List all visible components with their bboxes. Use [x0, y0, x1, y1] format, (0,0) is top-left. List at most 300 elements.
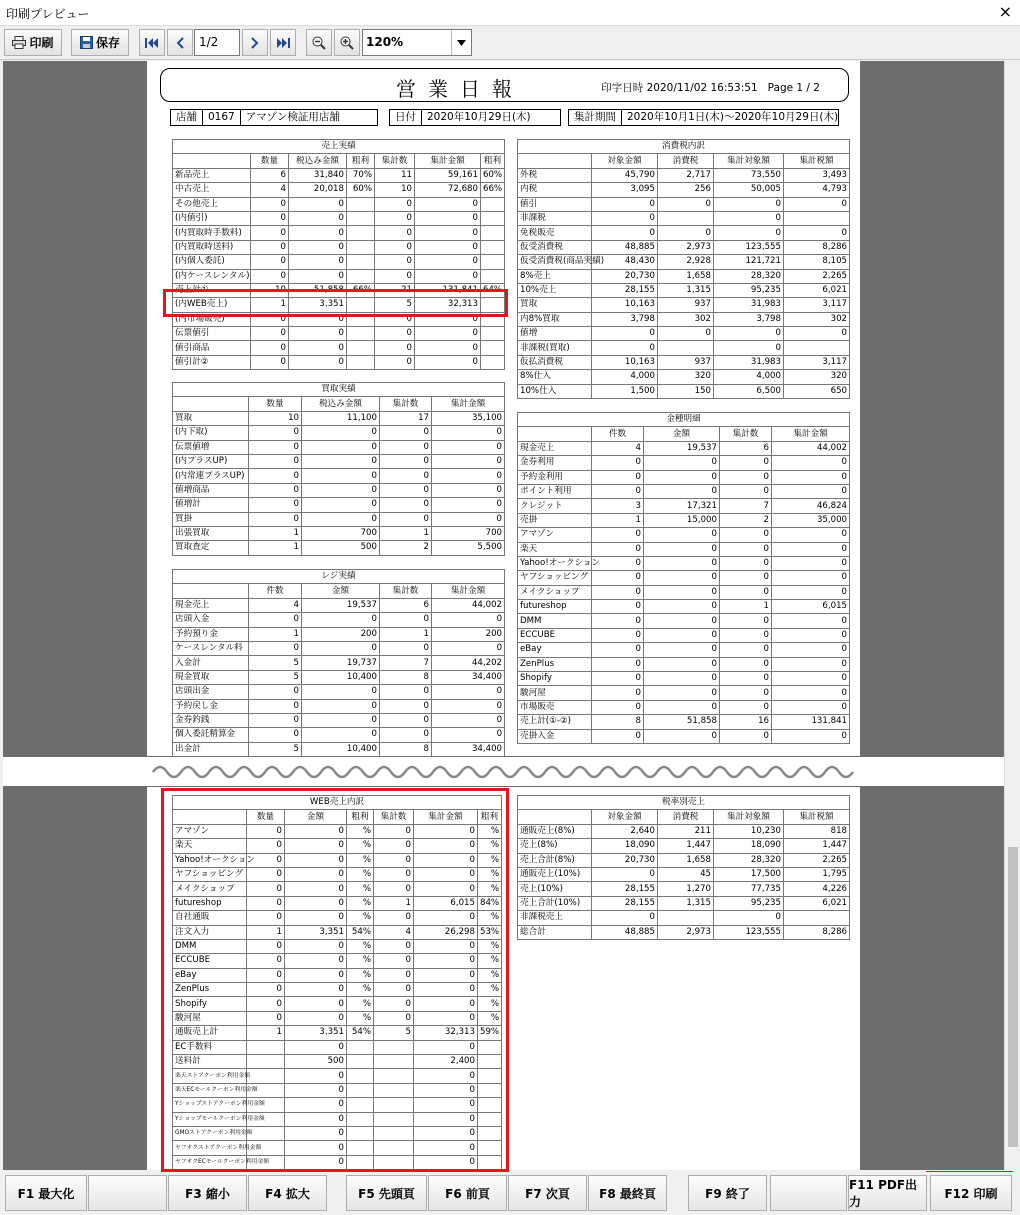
cell	[658, 911, 714, 925]
cell: 0	[414, 867, 478, 881]
cell: 0	[302, 613, 380, 627]
cell: 0	[720, 556, 772, 570]
column-header: 粗利	[347, 154, 375, 168]
cell: 0	[644, 585, 720, 599]
cell: 0	[247, 939, 285, 953]
cell: 0	[658, 197, 714, 211]
cell: 0	[772, 470, 850, 484]
cell: 72,680	[415, 183, 481, 197]
row-label: ポイント利用	[518, 484, 592, 498]
cell: 51,858	[289, 283, 347, 297]
table-header-row	[173, 397, 505, 411]
cell: 0	[380, 469, 432, 483]
cell: 1	[592, 513, 644, 527]
cell: 1	[247, 925, 285, 939]
table-row	[173, 355, 505, 369]
cell: 1	[249, 526, 302, 540]
cell: %	[347, 882, 374, 896]
table-row	[518, 672, 850, 686]
cell: 0	[644, 484, 720, 498]
cell: 0	[302, 699, 380, 713]
row-label: 非課税売上	[518, 911, 592, 925]
column-header: 金額	[644, 427, 720, 441]
cell: 0	[247, 867, 285, 881]
table-row	[173, 627, 505, 641]
row-label: アマゾン	[518, 528, 592, 542]
row-label: 駿河屋	[518, 686, 592, 700]
fkey-1-button[interactable]: F1 最大化	[5, 1175, 87, 1211]
cell: 0	[302, 483, 380, 497]
table-title: 売上実績	[173, 140, 505, 154]
cell: 3,117	[784, 355, 850, 369]
cell: 0	[432, 613, 505, 627]
fkey-blank-button[interactable]	[88, 1175, 167, 1211]
row-label: 駿河屋	[173, 1011, 247, 1025]
cell: 0	[714, 327, 784, 341]
row-label: 売上計(①-②)	[518, 715, 592, 729]
cell: 0	[380, 426, 432, 440]
cell: 34,400	[432, 742, 505, 756]
cell: 2,717	[658, 168, 714, 182]
print-timestamp: 印字日時 2020/11/02 16:53:51 Page 1 / 2	[601, 82, 820, 94]
cell: 0	[415, 197, 481, 211]
cell: 1	[249, 627, 302, 641]
row-label: 10%仕入	[518, 384, 592, 398]
table-row	[173, 742, 505, 756]
fkey-3-button[interactable]: F3 縮小	[168, 1175, 247, 1211]
cell: 0	[592, 528, 644, 542]
cell: 4	[374, 925, 414, 939]
cell: 0	[592, 700, 644, 714]
table-row	[518, 839, 850, 853]
cell: 0	[772, 628, 850, 642]
column-header: 件数	[592, 427, 644, 441]
cell: 0	[414, 1069, 478, 1083]
row-label: 市場販売	[518, 700, 592, 714]
cell: 2,265	[784, 269, 850, 283]
row-label: 金券釣銭	[173, 713, 249, 727]
cash-kinds-table	[517, 412, 850, 744]
cell: 0	[592, 867, 658, 881]
cell: 0	[285, 1098, 347, 1112]
row-label: (内市場販売)	[173, 312, 251, 326]
cell: 0	[375, 312, 415, 326]
fkey-6-button[interactable]: F6 前頁	[428, 1175, 507, 1211]
cell: 0	[247, 882, 285, 896]
cell: 8,105	[784, 255, 850, 269]
cell: 7	[380, 656, 432, 670]
row-label: ECCUBE	[173, 954, 247, 968]
cell: 10,163	[592, 298, 658, 312]
row-label: ヤフショッピング	[173, 867, 247, 881]
cell: 0	[289, 312, 347, 326]
cell: 0	[720, 643, 772, 657]
register-table	[172, 569, 505, 757]
next-page-button[interactable]	[242, 29, 268, 56]
cell: 0	[592, 226, 658, 240]
cell: 60%	[481, 168, 505, 182]
row-label: 送料計	[173, 1055, 247, 1069]
cell: 0	[432, 469, 505, 483]
cell: %	[478, 853, 502, 867]
row-label: 現金売上	[173, 598, 249, 612]
cell: 0	[375, 327, 415, 341]
cell: 0	[772, 657, 850, 671]
report-title: 営業日報	[396, 77, 524, 101]
cell: 121,721	[714, 255, 784, 269]
cell: 123,555	[714, 240, 784, 254]
cell: 0	[592, 600, 644, 614]
cell: 4,226	[784, 882, 850, 896]
row-label: 免税販売	[518, 226, 592, 240]
cell: 0	[592, 614, 644, 628]
row-label: アマゾン	[173, 824, 247, 838]
sales-table	[172, 139, 505, 370]
table-row	[173, 512, 505, 526]
row-label: futureshop	[518, 600, 592, 614]
table-row	[173, 699, 505, 713]
table-row	[518, 853, 850, 867]
table-row	[518, 911, 850, 925]
row-label: 伝票値増	[173, 440, 249, 454]
cell: 31,983	[714, 298, 784, 312]
cell: 0	[380, 728, 432, 742]
fkey-7-button[interactable]: F7 次頁	[508, 1175, 587, 1211]
highlight-web-sales-table	[161, 788, 509, 1172]
cell: 1,270	[658, 882, 714, 896]
column-header: 粗利	[347, 810, 374, 824]
cell: 0	[380, 613, 432, 627]
cell: %	[347, 839, 374, 853]
cell: 0	[644, 614, 720, 628]
cell	[481, 211, 505, 225]
cell: 131,841	[415, 283, 481, 297]
cell: 0	[714, 341, 784, 355]
column-header	[173, 584, 249, 598]
table-row	[173, 240, 505, 254]
row-label: 8%売上	[518, 269, 592, 283]
cell: 0	[302, 454, 380, 468]
row-label: ヤフショッピング	[518, 571, 592, 585]
cell: 32,313	[414, 1026, 478, 1040]
cell: 6	[251, 168, 289, 182]
cell: 5	[375, 298, 415, 312]
cell: 0	[414, 853, 478, 867]
cell: %	[478, 839, 502, 853]
fkey-blank-button[interactable]	[770, 1175, 847, 1211]
table-row	[518, 341, 850, 355]
cell: 1,658	[658, 853, 714, 867]
cell: 0	[374, 997, 414, 1011]
cell: 0	[414, 882, 478, 896]
cell	[658, 341, 714, 355]
cell: 66%	[481, 183, 505, 197]
cell: 0	[249, 512, 302, 526]
cell: 0	[414, 939, 478, 953]
cell: 3,493	[784, 168, 850, 182]
cell: %	[347, 867, 374, 881]
cell: 0	[251, 327, 289, 341]
row-label: 買取査定	[173, 541, 249, 555]
cell: 150	[658, 384, 714, 398]
row-label: 通販売上計	[173, 1026, 247, 1040]
table-row	[173, 483, 505, 497]
cell: 0	[285, 968, 347, 982]
row-label: 自社通販	[173, 911, 247, 925]
row-label: DMM	[173, 939, 247, 953]
table-row	[518, 700, 850, 714]
table-title: 税率別売上	[518, 796, 850, 810]
row-label: 注文入力	[173, 925, 247, 939]
row-label: 非課税	[518, 211, 592, 225]
cell: 0	[720, 542, 772, 556]
cell: 0	[432, 685, 505, 699]
cell: 0	[285, 997, 347, 1011]
column-header: 粗利	[478, 810, 502, 824]
cell: 0	[249, 699, 302, 713]
previous-page-button[interactable]	[167, 29, 193, 56]
cell: 10	[375, 183, 415, 197]
cell: 15,000	[644, 513, 720, 527]
cell: 0	[249, 469, 302, 483]
table-row	[173, 440, 505, 454]
table-row	[518, 499, 850, 513]
cell: 0	[251, 240, 289, 254]
fkey-5-button[interactable]: F5 先頭頁	[346, 1175, 427, 1211]
row-label: 売掛	[518, 513, 592, 527]
fkey-4-button[interactable]: F4 拡大	[248, 1175, 327, 1211]
cell: 0	[285, 983, 347, 997]
cell: 1,658	[658, 269, 714, 283]
row-label: 買取	[518, 298, 592, 312]
column-header	[173, 154, 251, 168]
table-row	[173, 598, 505, 612]
cell: 0	[720, 484, 772, 498]
cell: 0	[714, 226, 784, 240]
column-header: 集計数	[720, 427, 772, 441]
cell: 0	[285, 1040, 347, 1054]
column-header: 金額	[302, 584, 380, 598]
column-header: 数量	[251, 154, 289, 168]
cell: 0	[720, 657, 772, 671]
table-row	[173, 454, 505, 468]
last-page-button[interactable]	[270, 29, 296, 56]
cell: 0	[644, 628, 720, 642]
cell: 17,500	[714, 867, 784, 881]
table-row	[173, 713, 505, 727]
window-title: 印刷プレビュー	[6, 7, 90, 21]
cell: 0	[251, 211, 289, 225]
cell: 2,973	[658, 240, 714, 254]
cell: 1	[247, 1026, 285, 1040]
cell: 0	[289, 269, 347, 283]
cell: %	[478, 968, 502, 982]
row-label: 買取	[173, 411, 249, 425]
cell: 3	[592, 499, 644, 513]
cell: 5	[249, 656, 302, 670]
zoom-in-button[interactable]	[334, 29, 360, 56]
row-label: (内WEB売上)	[173, 298, 251, 312]
cell: 0	[772, 542, 850, 556]
column-header: 集計税額	[784, 810, 850, 824]
cell: 10	[249, 411, 302, 425]
zoom-value: 120%	[366, 35, 404, 49]
table-row	[518, 925, 850, 939]
cell: 0	[432, 641, 505, 655]
cell: 0	[247, 824, 285, 838]
cell: 0	[772, 556, 850, 570]
cell: 1	[374, 896, 414, 910]
cell: 0	[380, 498, 432, 512]
cell: 60%	[347, 183, 375, 197]
page-number-input[interactable]: 1/2	[194, 29, 240, 56]
cell: 0	[720, 470, 772, 484]
cell: 0	[432, 728, 505, 742]
row-label: (内買取時送料)	[173, 240, 251, 254]
cell: 0	[720, 528, 772, 542]
save-button[interactable]	[71, 29, 129, 56]
cell: 0	[285, 1083, 347, 1097]
cell: 2,400	[414, 1055, 478, 1069]
cell: 0	[374, 983, 414, 997]
column-header: 数量	[247, 810, 285, 824]
scrollbar-thumb[interactable]	[1008, 847, 1018, 1147]
cell: 51,858	[644, 715, 720, 729]
cell: %	[347, 939, 374, 953]
cell: 0	[374, 1011, 414, 1025]
column-header: 対象金額	[592, 810, 658, 824]
cell: 0	[285, 867, 347, 881]
column-header: 集計対象額	[714, 154, 784, 168]
fkey-11-button[interactable]: F11 PDF出力	[848, 1175, 927, 1211]
cell: 0	[285, 954, 347, 968]
cell: 0	[592, 211, 658, 225]
row-label: ECCUBE	[518, 628, 592, 642]
cell: 0	[414, 1141, 478, 1155]
cell: 0	[432, 713, 505, 727]
cell: 0	[302, 498, 380, 512]
row-label: 新品売上	[173, 168, 251, 182]
cell: 0	[415, 312, 481, 326]
table-row	[518, 298, 850, 312]
cell: 0	[592, 628, 644, 642]
cell: 0	[592, 341, 658, 355]
cell: 8	[592, 715, 644, 729]
cell: 3,798	[592, 312, 658, 326]
zoom-out-icon	[312, 36, 326, 50]
cell: 0	[414, 1112, 478, 1126]
highlight-web-sales-row	[163, 289, 508, 317]
cell: 0	[414, 1040, 478, 1054]
row-label: 個人委託精算金	[173, 728, 249, 742]
cell: 0	[415, 255, 481, 269]
chevron-down-icon[interactable]	[451, 30, 471, 55]
cell: 0	[375, 355, 415, 369]
function-key-bar	[0, 1172, 1020, 1215]
cell: 2,973	[658, 925, 714, 939]
cell: 0	[249, 454, 302, 468]
row-label: 現金買取	[173, 670, 249, 684]
zoom-select[interactable]	[362, 29, 472, 56]
close-icon[interactable]: ×	[998, 2, 1012, 21]
cell	[347, 355, 375, 369]
cell: 0	[720, 585, 772, 599]
table-row	[518, 384, 850, 398]
cell: 0	[415, 341, 481, 355]
vertical-scrollbar[interactable]	[1004, 61, 1020, 1170]
cell	[347, 255, 375, 269]
cell: 0	[374, 882, 414, 896]
save-label: 保存	[95, 36, 120, 50]
table-row	[173, 168, 505, 182]
row-label: Yahoo!オークション	[518, 556, 592, 570]
column-header: 集計数	[374, 810, 414, 824]
cell: 1,500	[592, 384, 658, 398]
table-row	[518, 240, 850, 254]
cell: 0	[432, 483, 505, 497]
fkey-12-button[interactable]: F12 印刷	[930, 1175, 1012, 1211]
table-row	[173, 541, 505, 555]
cell: 0	[289, 240, 347, 254]
row-label: 通販売上(10%)	[518, 867, 592, 881]
cell: 0	[251, 197, 289, 211]
cell: 4,000	[714, 370, 784, 384]
row-label: (内個人委託)	[173, 255, 251, 269]
cell: 21	[375, 283, 415, 297]
cell: 0	[247, 896, 285, 910]
cell: 10,163	[592, 355, 658, 369]
fkey-8-button[interactable]: F8 最終頁	[588, 1175, 667, 1211]
column-header: 税込み金額	[302, 397, 380, 411]
cell: 0	[720, 672, 772, 686]
cell	[347, 240, 375, 254]
cell: 0	[592, 672, 644, 686]
first-page-icon	[145, 37, 159, 49]
table-row	[173, 255, 505, 269]
table-row	[518, 283, 850, 297]
fkey-9-button[interactable]: F9 終了	[688, 1175, 767, 1211]
cell: %	[478, 939, 502, 953]
cell: 302	[784, 312, 850, 326]
row-label: eBay	[518, 643, 592, 657]
cell	[481, 226, 505, 240]
column-header: 対象金額	[592, 154, 658, 168]
column-header	[518, 154, 592, 168]
cell: 0	[644, 470, 720, 484]
cell: %	[347, 997, 374, 1011]
cell: 0	[375, 255, 415, 269]
cell: 31,840	[289, 168, 347, 182]
cell: 1	[249, 541, 302, 555]
zoom-out-button[interactable]	[306, 29, 332, 56]
table-title: WEB売上内訳	[173, 796, 502, 810]
first-page-button[interactable]	[139, 29, 165, 56]
cell: 44,002	[432, 598, 505, 612]
cell: 0	[415, 327, 481, 341]
cell: 131,841	[772, 715, 850, 729]
table-row	[173, 656, 505, 670]
cell: 0	[375, 240, 415, 254]
cell: 0	[592, 643, 644, 657]
print-button[interactable]	[4, 29, 62, 56]
row-label: 売上合計(10%)	[518, 896, 592, 910]
cell: 28,155	[592, 882, 658, 896]
cell: %	[478, 1011, 502, 1025]
cell: 0	[432, 699, 505, 713]
cell: 0	[772, 571, 850, 585]
cell: 0	[592, 327, 658, 341]
column-header: 税込み金額	[289, 154, 347, 168]
